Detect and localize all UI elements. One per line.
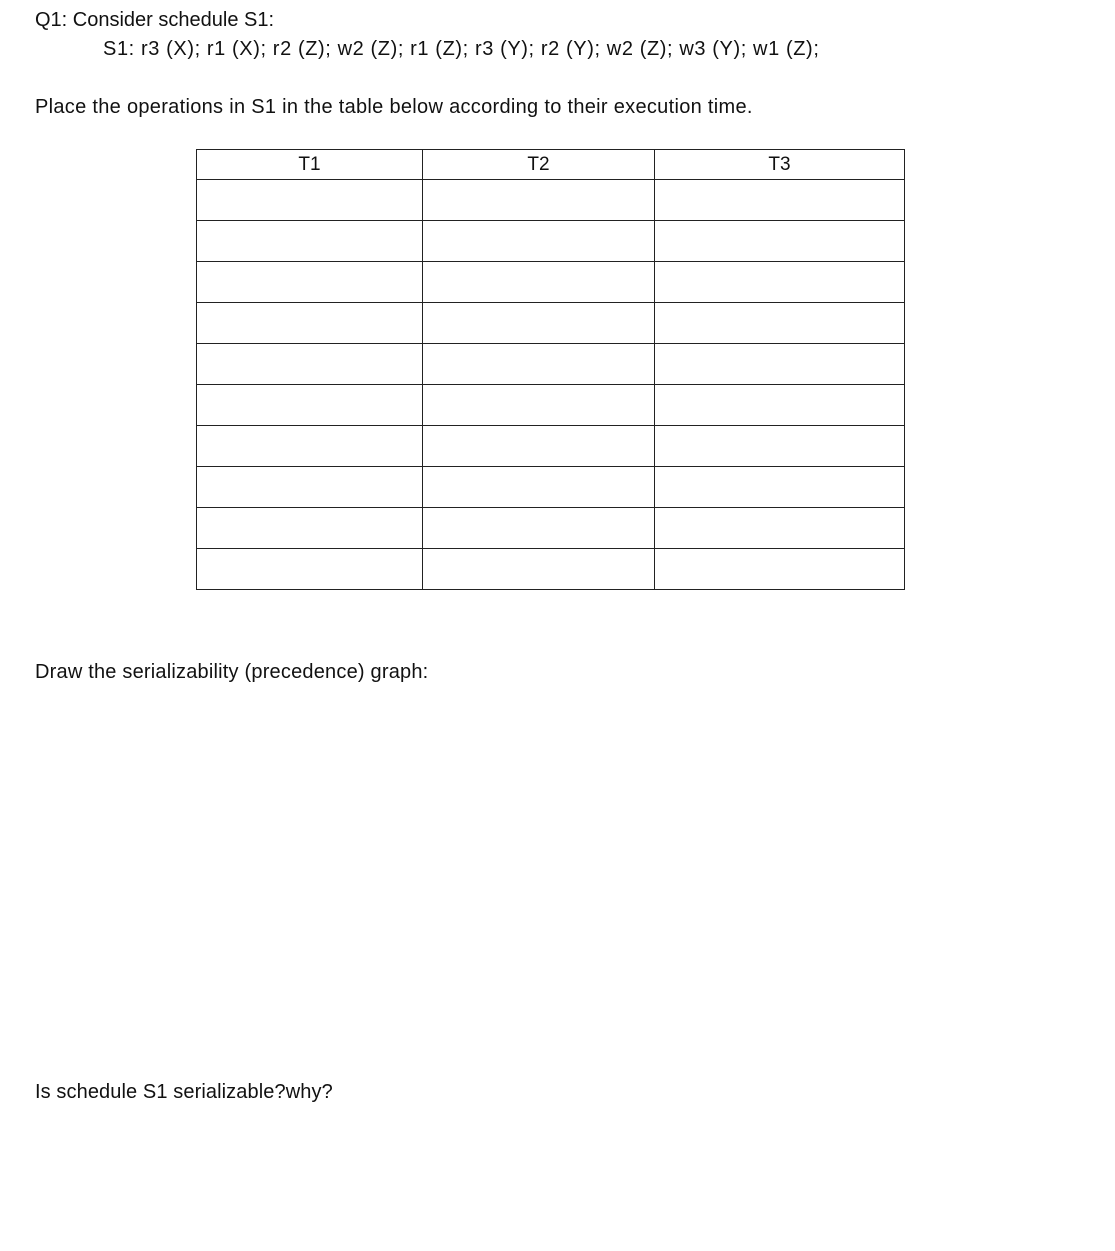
- question-title: Q1: Consider schedule S1:: [35, 9, 275, 31]
- table-cell[interactable]: [197, 508, 423, 549]
- table-cell[interactable]: [197, 303, 423, 344]
- table-row: [197, 262, 905, 303]
- table-cell[interactable]: [655, 467, 905, 508]
- table-cell[interactable]: [197, 549, 423, 590]
- table-row: [197, 221, 905, 262]
- operations-table: [196, 149, 905, 590]
- instruction-text: Place the operations in S1 in the table below according to their execution time.: [35, 96, 753, 118]
- table-cell[interactable]: [655, 344, 905, 385]
- table-row: [197, 508, 905, 549]
- column-header-t2: T2: [423, 150, 655, 180]
- table-row: [197, 344, 905, 385]
- table-body: [197, 180, 905, 590]
- table-cell[interactable]: [423, 385, 655, 426]
- table-cell[interactable]: [423, 221, 655, 262]
- table-cell[interactable]: [197, 344, 423, 385]
- table-cell[interactable]: [655, 426, 905, 467]
- table-header-row: [197, 150, 905, 180]
- table-cell[interactable]: [423, 549, 655, 590]
- column-header-t1: T1: [197, 150, 423, 180]
- table-cell[interactable]: [423, 303, 655, 344]
- table-row: [197, 180, 905, 221]
- table-cell[interactable]: [655, 180, 905, 221]
- table-cell[interactable]: [423, 344, 655, 385]
- table-cell[interactable]: [423, 508, 655, 549]
- table-cell[interactable]: [197, 221, 423, 262]
- column-header-t3: T3: [655, 150, 905, 180]
- table-cell[interactable]: [423, 467, 655, 508]
- table-cell[interactable]: [655, 385, 905, 426]
- table-cell[interactable]: [423, 426, 655, 467]
- table-cell[interactable]: [423, 180, 655, 221]
- graph-prompt: Draw the serializability (precedence) graph:: [35, 661, 429, 683]
- table-cell[interactable]: [197, 262, 423, 303]
- table-cell[interactable]: [655, 549, 905, 590]
- table-cell[interactable]: [197, 426, 423, 467]
- table-row: [197, 549, 905, 590]
- serializable-question: Is schedule S1 serializable?why?: [35, 1081, 333, 1103]
- table-cell[interactable]: [197, 467, 423, 508]
- table-row: [197, 426, 905, 467]
- table-cell[interactable]: [655, 303, 905, 344]
- table-cell[interactable]: [655, 508, 905, 549]
- table-cell[interactable]: [197, 385, 423, 426]
- table-cell[interactable]: [655, 221, 905, 262]
- table-cell[interactable]: [423, 262, 655, 303]
- table-row: [197, 385, 905, 426]
- table-row: [197, 467, 905, 508]
- table-cell[interactable]: [655, 262, 905, 303]
- table-row: [197, 303, 905, 344]
- table-cell[interactable]: [197, 180, 423, 221]
- schedule-text: S1: r3 (X); r1 (X); r2 (Z); w2 (Z); r1 (Z); r3 (Y); r2 (Y); w2 (Z); w3 (Y); w1 (Z);: [103, 38, 820, 60]
